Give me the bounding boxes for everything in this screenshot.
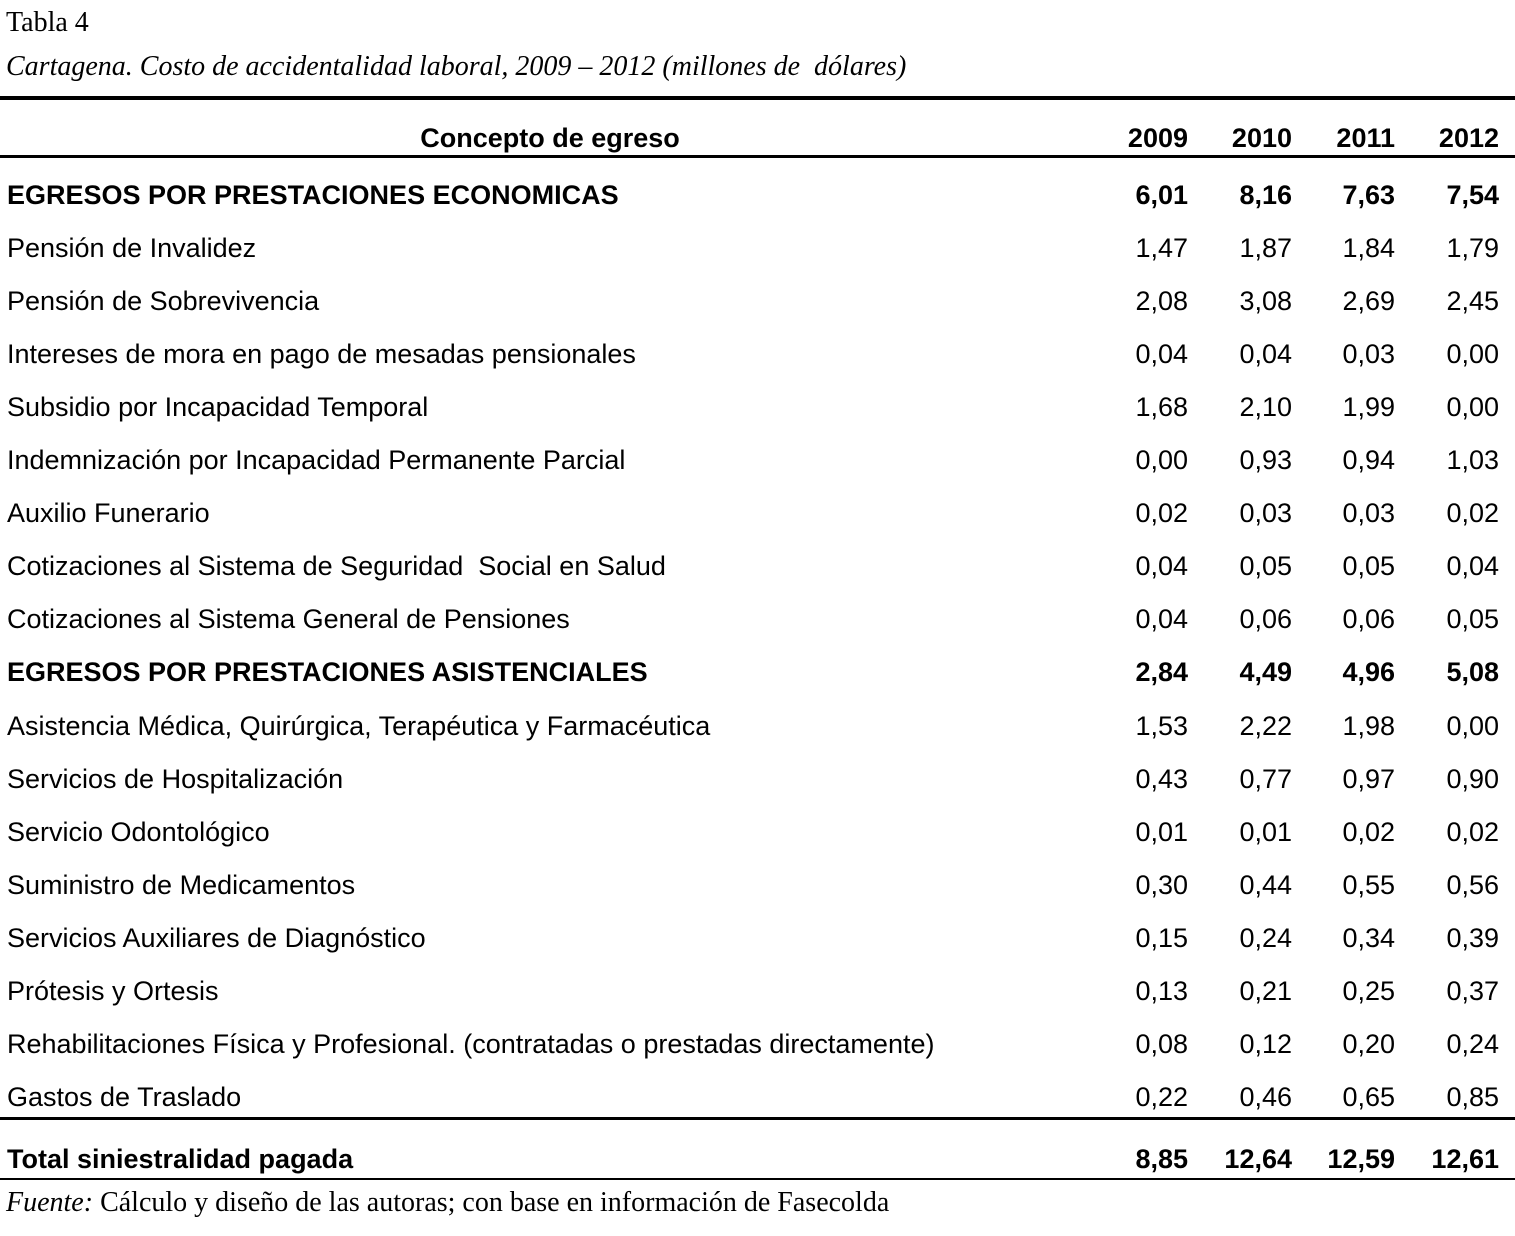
row-value: 1,79 <box>1446 233 1499 264</box>
row-concept: Servicios de Hospitalización <box>7 763 344 794</box>
total-rule <box>0 1117 1515 1120</box>
row-value: 0,37 <box>1446 975 1499 1006</box>
row-value: 0,05 <box>1446 604 1499 635</box>
row-value: 0,43 <box>1135 763 1188 794</box>
row-value: 0,00 <box>1446 710 1499 741</box>
row-value: 0,46 <box>1239 1081 1292 1112</box>
row-value: 0,04 <box>1135 551 1188 582</box>
table-row <box>0 328 1515 381</box>
table-row <box>0 593 1515 646</box>
row-value: 0,00 <box>1135 445 1188 476</box>
row-value: 0,13 <box>1135 975 1188 1006</box>
row-value: 0,06 <box>1239 604 1292 635</box>
table-row <box>0 700 1515 753</box>
row-value: 0,44 <box>1239 869 1292 900</box>
row-value: 0,05 <box>1239 551 1292 582</box>
row-value: 0,02 <box>1342 816 1395 847</box>
row-value: 0,03 <box>1239 498 1292 529</box>
row-value: 0,20 <box>1342 1028 1395 1059</box>
row-value: 7,54 <box>1446 180 1499 210</box>
row-value: 3,08 <box>1239 286 1292 317</box>
row-value: 2,69 <box>1342 286 1395 317</box>
row-value: 0,04 <box>1446 551 1499 582</box>
row-concept: Rehabilitaciones Física y Profesional. (contratadas o prestadas directamente) <box>7 1028 935 1059</box>
row-value: 0,90 <box>1446 763 1499 794</box>
table-row <box>0 275 1515 328</box>
row-value: 0,05 <box>1342 551 1395 582</box>
row-value: 0,94 <box>1342 445 1395 476</box>
table-row <box>0 912 1515 965</box>
table-row <box>0 434 1515 487</box>
row-value: 0,39 <box>1446 922 1499 953</box>
row-value: 0,34 <box>1342 922 1395 953</box>
row-concept: Pensión de Invalidez <box>7 233 257 264</box>
row-value: 0,04 <box>1135 604 1188 635</box>
row-value: 0,15 <box>1135 922 1188 953</box>
source-text: Cálculo y diseño de las autoras; con base en información de Fasecolda <box>93 1187 890 1218</box>
row-value: 0,30 <box>1135 869 1188 900</box>
row-concept: Cotizaciones al Sistema General de Pensiones <box>7 604 570 635</box>
row-concept: Auxilio Funerario <box>7 498 210 529</box>
table-row <box>0 540 1515 593</box>
table-row <box>0 381 1515 434</box>
row-value: 0,22 <box>1135 1081 1188 1112</box>
row-value: 0,01 <box>1135 816 1188 847</box>
row-value: 0,03 <box>1342 339 1395 370</box>
row-concept: Servicios Auxiliares de Diagnóstico <box>7 922 426 953</box>
header-rule <box>0 155 1515 158</box>
header-year: 2012 <box>1438 123 1499 153</box>
source-label: Fuente: <box>6 1187 94 1218</box>
row-value: 0,08 <box>1135 1028 1188 1059</box>
row-value: 7,63 <box>1342 180 1395 210</box>
header-year: 2009 <box>1127 123 1188 153</box>
row-value: 0,65 <box>1342 1081 1395 1112</box>
row-value: 1,53 <box>1135 710 1188 741</box>
row-concept: Intereses de mora en pago de mesadas pensionales <box>7 339 636 370</box>
row-value: 0,04 <box>1239 339 1292 370</box>
row-value: 1,03 <box>1446 445 1499 476</box>
row-concept: Suministro de Medicamentos <box>7 869 356 900</box>
row-value: 0,85 <box>1446 1081 1499 1112</box>
row-value: 0,77 <box>1239 763 1292 794</box>
row-value: 12,61 <box>1431 1144 1499 1174</box>
row-value: 0,97 <box>1342 763 1395 794</box>
table-row <box>0 1018 1515 1071</box>
row-value: 0,02 <box>1135 498 1188 529</box>
row-value: 0,56 <box>1446 869 1499 900</box>
row-value: 0,21 <box>1239 975 1292 1006</box>
row-value: 6,01 <box>1135 180 1188 210</box>
row-value: 1,84 <box>1342 233 1395 264</box>
row-value: 0,02 <box>1446 816 1499 847</box>
table-row <box>0 222 1515 275</box>
table-row <box>0 1071 1515 1124</box>
row-concept: Indemnización por Incapacidad Permanente Parcial <box>7 445 626 476</box>
row-value: 0,00 <box>1446 392 1499 423</box>
header-year: 2011 <box>1336 123 1395 153</box>
section-row <box>0 169 1515 222</box>
row-value: 2,08 <box>1135 286 1188 317</box>
row-value: 8,85 <box>1135 1144 1188 1174</box>
row-value: 1,47 <box>1135 233 1188 264</box>
row-concept: Total siniestralidad pagada <box>7 1144 354 1174</box>
top-rule <box>0 96 1515 100</box>
row-concept: Gastos de Traslado <box>7 1081 242 1112</box>
row-value: 1,68 <box>1135 392 1188 423</box>
row-value: 1,98 <box>1342 710 1395 741</box>
header-year: 2010 <box>1231 123 1292 153</box>
row-value: 0,12 <box>1239 1028 1292 1059</box>
row-value: 0,24 <box>1446 1028 1499 1059</box>
source-note <box>6 1186 889 1220</box>
row-value: 0,06 <box>1342 604 1395 635</box>
row-value: 0,02 <box>1446 498 1499 529</box>
row-value: 0,93 <box>1239 445 1292 476</box>
row-value: 8,16 <box>1239 180 1292 210</box>
row-value: 2,10 <box>1239 392 1292 423</box>
row-concept: Cotizaciones al Sistema de Seguridad Social en Salud <box>7 551 666 582</box>
row-concept: EGRESOS POR PRESTACIONES ECONOMICAS <box>7 180 619 210</box>
row-value: 2,84 <box>1135 657 1188 688</box>
bottom-rule <box>0 1178 1515 1180</box>
row-value: 0,25 <box>1342 975 1395 1006</box>
row-value: 0,04 <box>1135 339 1188 370</box>
row-value: 1,87 <box>1239 233 1292 264</box>
table-label: Tabla 4 <box>6 7 89 38</box>
row-concept: Prótesis y Ortesis <box>7 975 219 1006</box>
table-header <box>0 112 1515 156</box>
row-value: 1,99 <box>1342 392 1395 423</box>
row-value: 0,00 <box>1446 339 1499 370</box>
row-value: 2,45 <box>1446 286 1499 317</box>
row-value: 0,01 <box>1239 816 1292 847</box>
table-title: Cartagena. Costo de accidentalidad laboral, 2009 – 2012 (millones de dólares) <box>6 51 907 82</box>
row-value: 0,55 <box>1342 869 1395 900</box>
section-row <box>0 646 1515 699</box>
row-value: 0,03 <box>1342 498 1395 529</box>
row-value: 12,64 <box>1224 1144 1292 1174</box>
row-value: 12,59 <box>1327 1144 1395 1174</box>
row-value: 4,49 <box>1239 657 1292 688</box>
table-row <box>0 753 1515 806</box>
row-value: 4,96 <box>1342 657 1395 688</box>
row-value: 5,08 <box>1446 657 1499 688</box>
row-concept: Pensión de Sobrevivencia <box>7 286 320 317</box>
row-value: 0,24 <box>1239 922 1292 953</box>
row-concept: Subsidio por Incapacidad Temporal <box>7 392 429 423</box>
table-row <box>0 487 1515 540</box>
table-row <box>0 806 1515 859</box>
header-concept: Concepto de egreso <box>420 123 680 153</box>
table-row <box>0 859 1515 912</box>
row-concept: Asistencia Médica, Quirúrgica, Terapéutica y Farmacéutica <box>7 710 711 741</box>
row-concept: EGRESOS POR PRESTACIONES ASISTENCIALES <box>7 657 648 688</box>
table-row <box>0 965 1515 1018</box>
row-concept: Servicio Odontológico <box>7 816 270 847</box>
row-value: 2,22 <box>1239 710 1292 741</box>
